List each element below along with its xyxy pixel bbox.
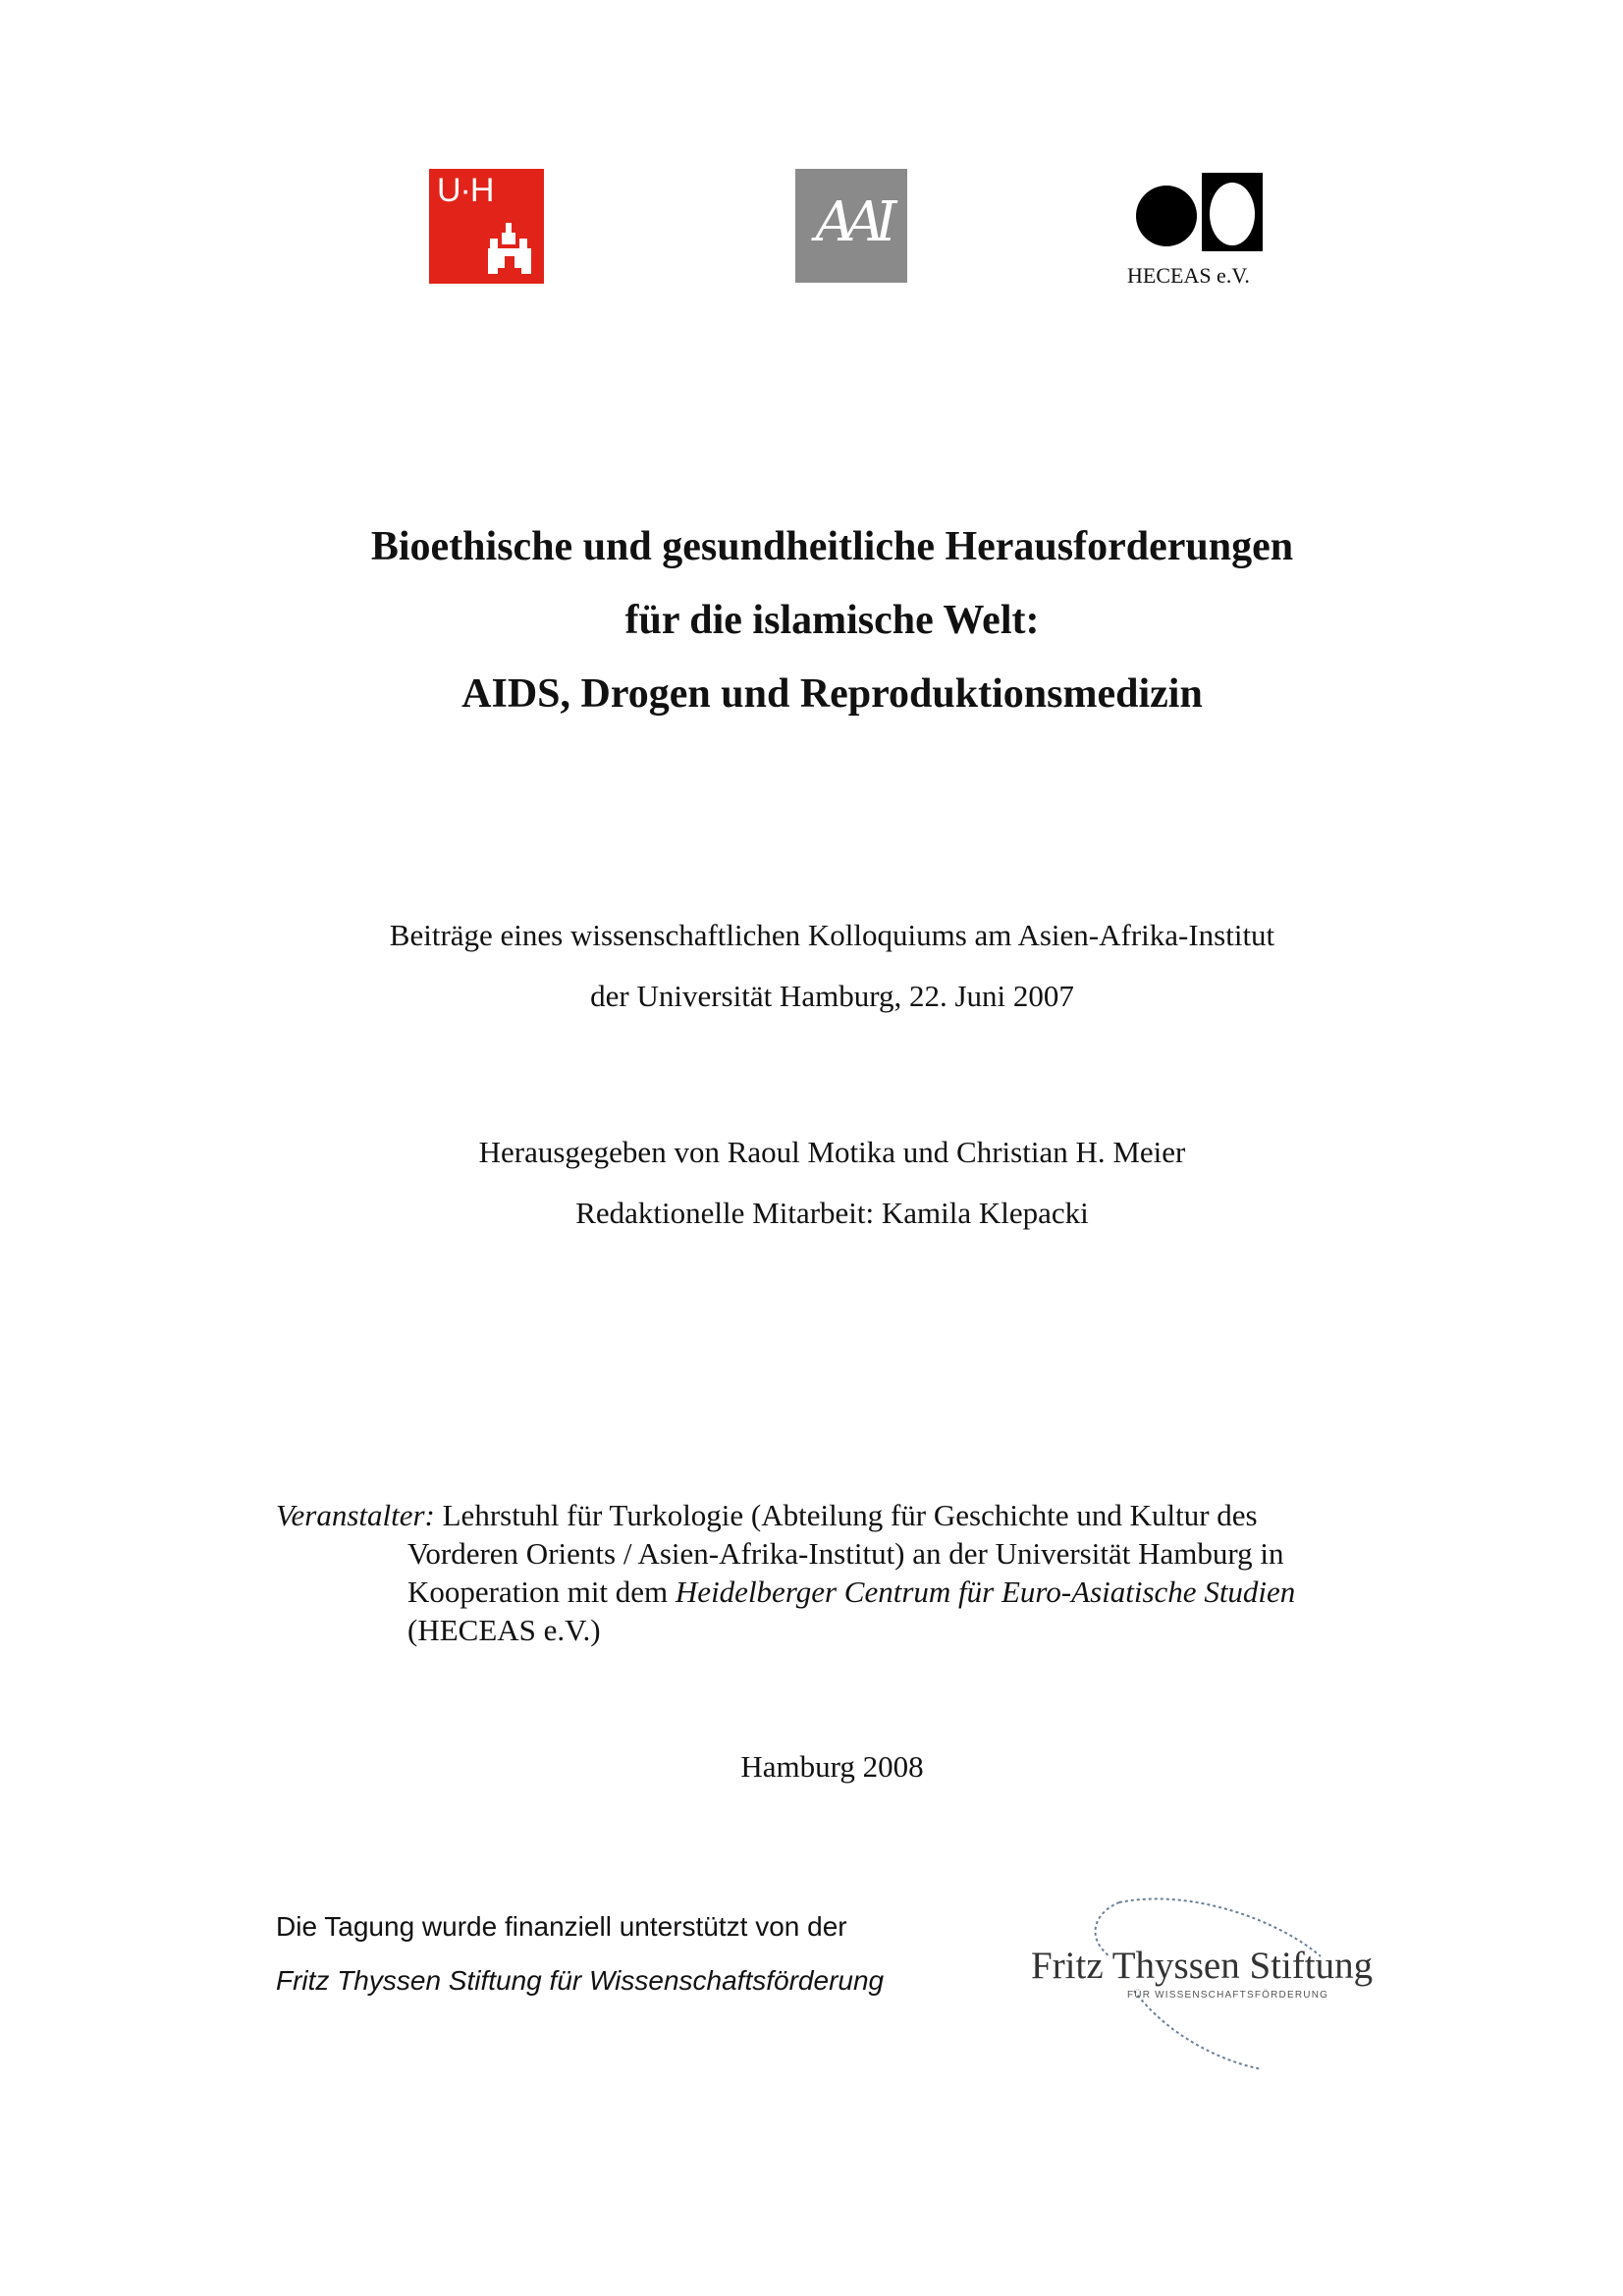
- heceas-logo: [1127, 165, 1274, 297]
- funding-note: [276, 1899, 884, 2007]
- funding-line-2: Fritz Thyssen Stiftung für Wissenschaftsförderung: [276, 1965, 885, 1996]
- colloquium-line-2: der Universität Hamburg, 22. Juni 2007: [590, 979, 1074, 1013]
- uhh-logo-lettering: U·H: [437, 172, 494, 209]
- editorial-assistance-line: Redaktionelle Mitarbeit: Kamila Klepacki: [575, 1196, 1089, 1230]
- organizer-line-1: [276, 1496, 1376, 1534]
- colloquium-line-1: Beiträge eines wissenschaftlichen Kolloquiums am Asien-Afrika-Institut: [389, 918, 1275, 952]
- fts-logo-sublettering: FÜR WISSENSCHAFTSFÖRDERUNG: [1127, 1990, 1329, 2001]
- place-date: Hamburg 2008: [740, 1749, 924, 1784]
- organizer-text-3: Kooperation mit dem: [407, 1575, 669, 1609]
- heceas-label: HECEAS e.V.: [1127, 263, 1250, 288]
- aai-logo-lettering: AAI: [815, 190, 888, 254]
- heceas-mark-icon: [1133, 165, 1267, 253]
- document-title: [0, 510, 1623, 731]
- organizer-text-1: Lehrstuhl für Turkologie (Abteilung für Geschichte und Kultur des: [442, 1498, 1258, 1532]
- title-line-2: für die islamische Welt:: [624, 598, 1040, 643]
- editors-line: Herausgegeben von Raoul Motika und Christian H. Meier: [478, 1135, 1186, 1169]
- aai-logo: [795, 169, 907, 283]
- organizer-line-3: [276, 1573, 1376, 1611]
- organizer-block: [276, 1496, 1376, 1649]
- funding-line-1: Die Tagung wurde finanziell unterstützt von der: [276, 1911, 847, 1942]
- fts-logo-lettering: Fritz Thyssen Stiftung: [1031, 1945, 1374, 1987]
- organizer-label: Veranstalter:: [276, 1498, 435, 1532]
- uhh-logo: [429, 169, 544, 284]
- title-line-1: Bioethische und gesundheitliche Herausforderungen: [370, 524, 1294, 569]
- colloquium-info: [0, 905, 1623, 1027]
- fritz-thyssen-stiftung-logo: [1026, 1883, 1380, 2079]
- editors-info: [0, 1122, 1623, 1244]
- organizer-line-4: (HECEAS e.V.): [407, 1613, 601, 1647]
- title-line-3: AIDS, Drogen und Reproduktionsmedizin: [461, 671, 1203, 717]
- organizer-line-2: Vorderen Orients / Asien-Afrika-Institut) an der Universität Hamburg in: [407, 1536, 1284, 1571]
- hamburg-castle-icon: [488, 223, 537, 277]
- organizer-heceas-name: Heidelberger Centrum für Euro-Asiatische Studien: [675, 1575, 1296, 1609]
